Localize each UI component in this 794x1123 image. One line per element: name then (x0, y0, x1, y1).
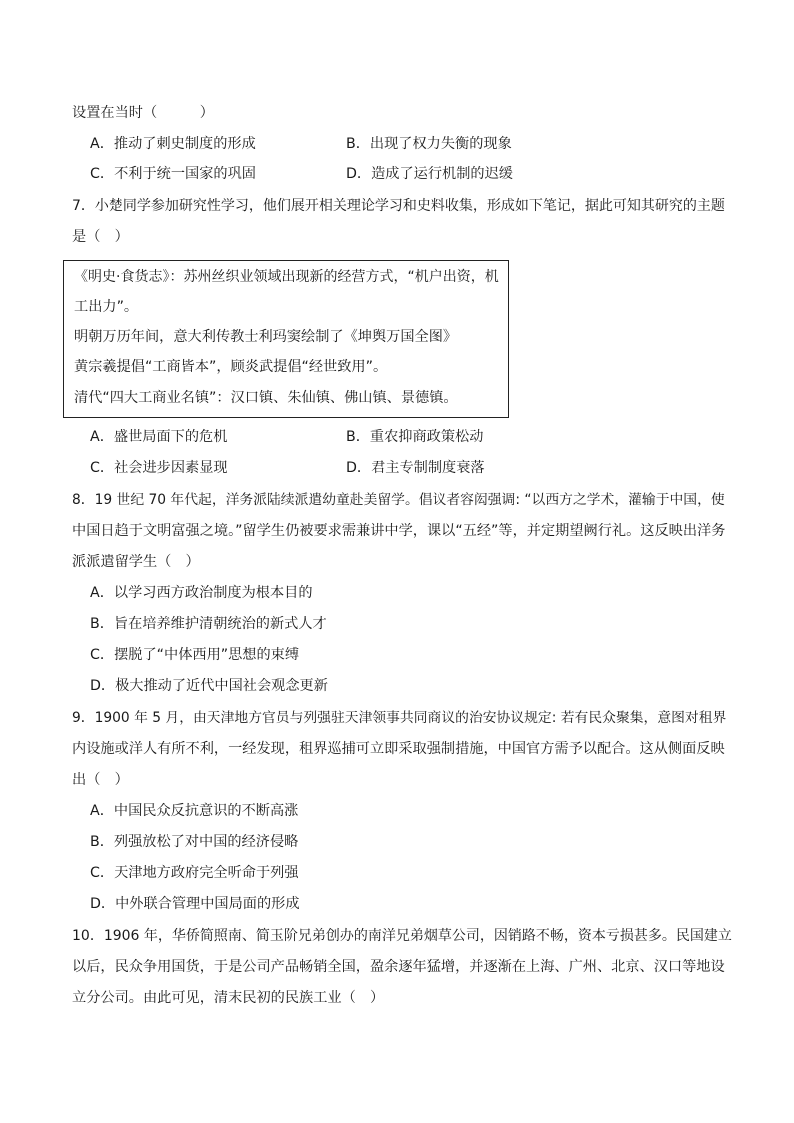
q8-stem-line-3: 派派遣留学生（ ） (72, 554, 200, 570)
q8-stem-line-2: 中国日趋于文明富强之境。”留学生仍被要求需兼讲中学，课以“五经”等，并定期望阙行礼。这反映出洋务 (72, 523, 726, 539)
q9-option-d: D．中外联合管理中国局面的形成 (90, 896, 300, 912)
q9-option-a: A．中国民众反抗意识的不断高涨 (90, 803, 299, 819)
q7-note-1: 《明史·食货志》：苏州丝织业领域出现新的经营方式，“机户出资，机 (74, 269, 499, 285)
q6-option-d: D．造成了运行机制的迟缓 (346, 166, 513, 182)
q7-option-c: C．社会进步因素显现 (90, 460, 228, 476)
q7-option-a: A．盛世局面下的危机 (90, 429, 228, 445)
q8-option-d: D．极大推动了近代中国社会观念更新 (90, 678, 328, 694)
q7-note-3: 明朝万历年间，意大利传教士利玛窦绘制了《坤舆万国全图》 (74, 329, 458, 345)
q8-option-c: C．摆脱了“中体西用”思想的束缚 (90, 647, 300, 663)
q8-stem-line-1: 8．19 世纪 70 年代起，洋务派陆续派遣幼童赴美留学。倡议者容闳强调: “以西方之学术，灌输于中国，使 (72, 492, 725, 508)
q9-stem-line-1: 9．1900 年 5 月，由天津地方官员与列强驻天津领事共同商议的治安协议规定: 若有民众聚集，意图对租界 (72, 710, 727, 726)
q10-stem-line-3: 立分公司。由此可见，清末民初的民族工业（ ） (72, 990, 385, 1006)
q7-option-b: B．重农抑商政策松动 (346, 429, 484, 445)
q7-note-5: 清代“四大工商业名镇”：汉口镇、朱仙镇、佛山镇、景德镇。 (74, 390, 458, 406)
q10-stem-line-2: 以后，民众争用国货，于是公司产品畅销全国，盈余逐年猛增，并逐渐在上海、广州、北京、汉口等地设 (72, 959, 725, 975)
q9-stem-line-2: 内设施或洋人有所不利，一经发现，租界巡捕可立即采取强制措施，中国官方需予以配合。这从侧面反映 (72, 741, 725, 757)
q8-option-b: B．旨在培养维护清朝统治的新式人才 (90, 616, 327, 632)
q9-option-b: B．列强放松了对中国的经济侵略 (90, 834, 299, 850)
q7-note-4: 黄宗羲提倡“工商皆本”，顾炎武提倡“经世致用”。 (74, 359, 388, 375)
q7-stem-line-1: 7．小楚同学参加研究性学习，他们展开相关理论学习和史料收集，形成如下笔记，据此可知其研究的主题 (72, 198, 725, 214)
q6-option-c: C．不利于统一国家的巩固 (90, 166, 256, 182)
q10-stem-line-1: 10．1906 年，华侨简照南、简玉阶兄弟创办的南洋兄弟烟草公司，因销路不畅，资本亏损甚多。民国建立 (72, 928, 732, 944)
q6-option-b: B．出现了权力失衡的现象 (346, 136, 512, 152)
q8-option-a: A．以学习西方政治制度为根本目的 (90, 585, 313, 601)
q7-note-2: 工出力”。 (74, 299, 139, 315)
q7-option-d: D．君主专制制度衰落 (346, 460, 485, 476)
q6-option-a: A．推动了刺史制度的形成 (90, 136, 256, 152)
q9-stem-line-3: 出（ ） (72, 772, 129, 788)
q7-notes-box (63, 260, 509, 418)
q7-stem-line-2: 是（ ） (72, 229, 129, 245)
q9-option-c: C．天津地方政府完全听命于列强 (90, 865, 299, 881)
q6-stem-continuation: 设置在当时（ ） (72, 105, 214, 121)
